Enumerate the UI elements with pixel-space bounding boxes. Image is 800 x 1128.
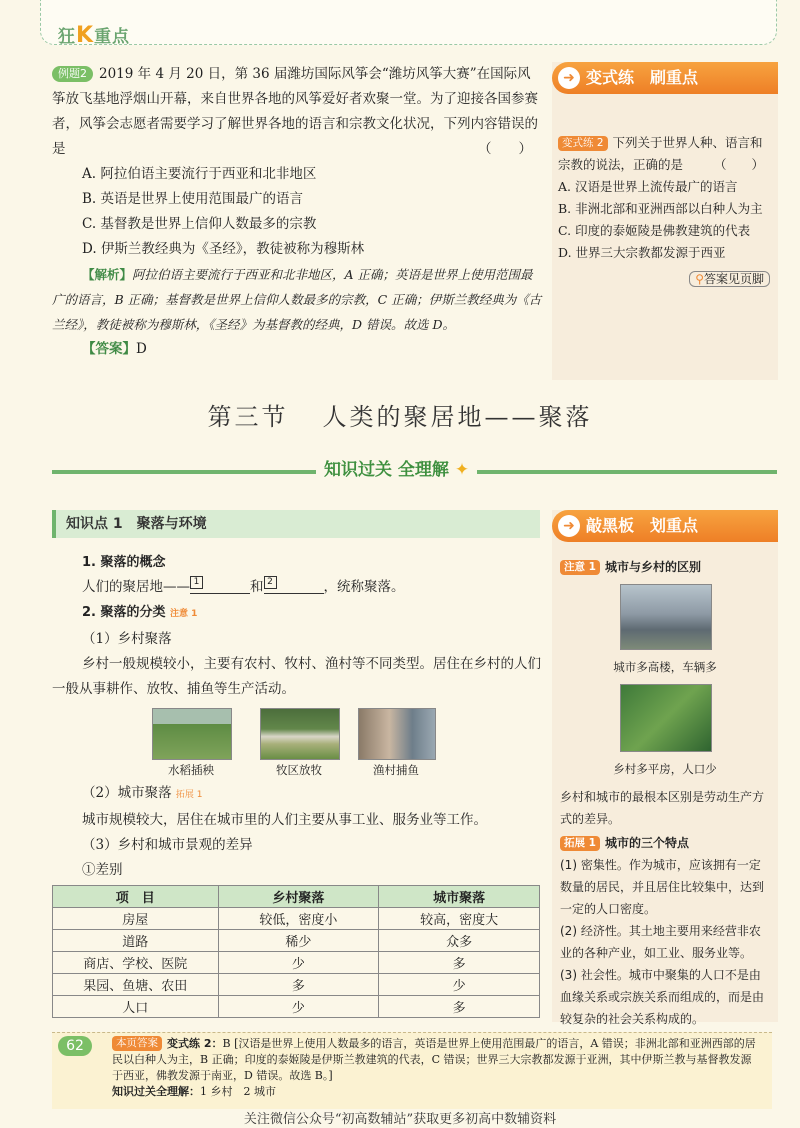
section-title: 第三节 人类的聚居地——聚落 <box>207 403 593 431</box>
practice-option-d: D. 世界三大宗教都发源于西亚 <box>558 245 726 260</box>
answer-link[interactable]: ⚲答案见页脚 <box>558 268 770 290</box>
ext-item-1: (1) 密集性。作为城市，应该拥有一定数量的居民，并且居住比较集中，达到一定的人口密度。 <box>560 858 765 916</box>
page-number: 62 <box>58 1036 92 1056</box>
example-block <box>52 62 542 362</box>
practice-option-c: C. 印度的泰姬陵是佛教建筑的代表 <box>558 223 751 238</box>
table-header: 项 目 乡村聚落 城市聚落 <box>53 886 540 908</box>
urban-block <box>52 781 542 883</box>
concept-heading: 1. 聚落的概念 <box>82 555 166 570</box>
caption-grazing: 牧区放牧 <box>276 763 322 777</box>
practice-body <box>552 94 778 290</box>
runner-icon: ✦ <box>454 460 470 480</box>
blank-1: 1 <box>190 577 250 594</box>
banner-title: 知识过关 全理解 ✦ <box>316 455 477 480</box>
blank-2: 2 <box>264 577 324 594</box>
key-points-header: ➜ 敲黑板 划重点 <box>552 510 778 542</box>
practice-header: ➜ 变式练 刷重点 <box>552 62 778 94</box>
arrow-icon: ➜ <box>558 67 580 89</box>
rural-heading: （1）乡村聚落 <box>82 631 172 647</box>
comparison-table <box>52 885 540 1018</box>
example-options <box>52 162 542 262</box>
table-row: 商店、学校、医院 少 多 <box>53 952 540 974</box>
village-photo <box>620 684 712 752</box>
ext-item-2: (2) 经济性。其土地主要用来经营非农业的各种产业，如工业、服务业等。 <box>560 924 761 960</box>
option-c: C. 基督教是世界上信仰人数最多的宗教 <box>82 216 317 232</box>
caption-rice: 水稻插秧 <box>168 763 214 777</box>
knowledge-point-title: 知识点 1 聚落与环境 <box>52 510 540 538</box>
note-title: 注意 1 城市与乡村的区别 <box>560 556 770 578</box>
key-icon: ⚲ <box>695 272 704 286</box>
table-row: 房屋 较低，密度小 较高，密度大 <box>53 908 540 930</box>
example-answer: 【答案】D <box>82 341 147 357</box>
practice-panel <box>552 62 778 380</box>
footer-note: 关注微信公众号“初高数辅站”获取更多初高中数辅资料 <box>243 1112 557 1127</box>
table-row: 道路 稀少 众多 <box>53 930 540 952</box>
practice-stem: 变式练 2 下列关于世界人种、语言和宗教的说法，正确的是 （ ） <box>558 135 764 172</box>
table-row: 人口 少 多 <box>53 996 540 1018</box>
grazing-photo <box>260 708 340 760</box>
classification-heading: 2. 聚落的分类 注意 1 <box>82 605 198 620</box>
diff-heading: （3）乡村和城市景观的差异 <box>82 837 253 853</box>
rural-text: 乡村一般规模较小，主要有农村、牧村、渔村等不同类型。居住在乡村的人们一般从事耕作、放牧、捕鱼等生产活动。 <box>52 656 541 697</box>
ext-item-3: (3) 社会性。城市中聚集的人口不是由血缘关系或宗族关系而组成的，而是由较复杂的社会关系构成的。 <box>560 968 765 1026</box>
table-row: 果园、鱼塘、农田 多 少 <box>53 974 540 996</box>
caption-fishing: 渔村捕鱼 <box>373 763 419 777</box>
caption-village: 乡村多平房，人口少 <box>613 762 717 776</box>
practice-option-b: B. 非洲北部和亚洲西部以白种人为主 <box>558 201 763 216</box>
example-tag: 例题2 <box>52 66 93 82</box>
top-band <box>40 0 777 45</box>
fishing-photo <box>358 708 436 760</box>
diff-sub: ①差别 <box>82 862 123 878</box>
knowledge-content <box>52 550 542 702</box>
example-analysis: 【解析】阿拉伯语主要流行于西亚和北非地区，A 正确；英语是世界上使用范围最广的语言，B 正确；基督教是世界上信仰人数最多的宗教，C 正确；伊斯兰教经典为《古兰经》，教徒被称为穆斯林，《圣经》为基督教的经典，D 错误。故选 D。 <box>52 267 542 332</box>
note-text: 乡村和城市的最根本区别是劳动生产方式的差异。 <box>560 790 765 826</box>
key-points-panel <box>552 510 778 1026</box>
page-answers: 本页答案 变式练 2：B [汉语是世界上使用人数最多的语言，英语是世界上使用范围最广的语言，A 错误；非洲北部和亚洲西部的居民以白种人为主，B 正确；印度的泰姬陵是伊斯兰教建筑的代表，C 错误；世界三大宗教都发源于亚洲，其中伊斯兰教与基督教发源于西亚，佛教发源于南亚，D 错误。故选 B。] 知识过关全理解：1 乡村 2 城市 <box>112 1037 756 1098</box>
practice-option-a: A. 汉语是世界上流传最广的语言 <box>558 179 738 194</box>
urban-heading: （2）城市聚落 拓展 1 <box>82 785 203 801</box>
urban-text: 城市规模较大，居住在城市里的人们主要从事工业、服务业等工作。 <box>82 812 487 828</box>
example-stem: 例题2 2019 年 4 月 20 日，第 36 届潍坊国际风筝会“潍坊风筝大赛”在国际风筝放飞基地浮烟山开幕，来自世界各地的风筝爱好者欢聚一堂。为了迎接各国参赛者，风筝会志愿者需要学习了解世界各地的语言和宗教文化状况，下列内容错误的是 （ ） <box>52 66 538 157</box>
brand-logo: 狂K重点 <box>58 23 131 48</box>
caption-city: 城市多高楼，车辆多 <box>613 660 717 674</box>
concept-sentence: 人们的聚居地—— 1 和 2 ，统称聚落。 <box>82 577 405 595</box>
arrow-icon: ➜ <box>558 515 580 537</box>
rice-planting-photo <box>152 708 232 760</box>
city-photo <box>620 584 712 650</box>
option-d: D. 伊斯兰教经典为《圣经》，教徒被称为穆斯林 <box>82 241 365 257</box>
ext-title: 拓展 1 城市的三个特点 <box>560 832 770 854</box>
option-b: B. 英语是世界上使用范围最广的语言 <box>82 191 304 207</box>
option-a: A. 阿拉伯语主要流行于西亚和北非地区 <box>82 166 317 182</box>
key-points-body <box>552 542 778 1030</box>
